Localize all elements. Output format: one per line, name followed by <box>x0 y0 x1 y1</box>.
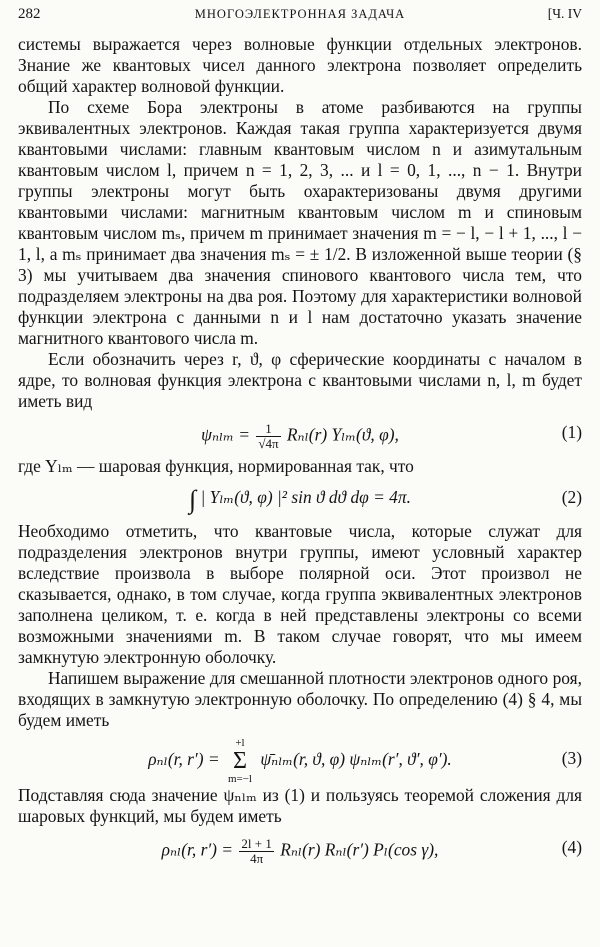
eq1-fraction <box>256 422 280 451</box>
eq4-rhs: Rₙₗ(r) Rₙₗ(r′) Pₗ(cos γ), <box>280 839 439 860</box>
eq1-denominator: √4π <box>258 436 279 451</box>
eq2-body: | Yₗₘ(ϑ, φ) |² sin ϑ dϑ dφ = 4π. <box>200 487 411 507</box>
summation <box>228 737 252 785</box>
paragraph-4: где Yₗₘ — шаровая функция, нормированная так, что <box>18 456 414 476</box>
eq2-number: (2) <box>561 487 582 507</box>
paragraph-3: Если обозначить через r, ϑ, φ сферические координаты с началом в ядре, то волновая функция электрона с квантовыми числами n, l, m будет иметь вид <box>18 349 582 411</box>
paragraph-5: Необходимо отметить, что квантовые числа, которые служат для подразделения электронов внутри группы, имеют условный характер вследствие произвола в выборе полярной оси. Этот произвол не сказывается, однако, в том случае, когда группа эквивалентных электронов заполнена целиком, т. е. когда в ней представлены электроны со всеми возможными значениями m. В таком случае говорят, что мы имеем замкнутую электронную оболочку. <box>18 521 582 667</box>
page-number: 282 <box>18 6 41 22</box>
eq1-numerator: 1 <box>256 422 280 437</box>
running-title: МНОГОЭЛЕКТРОННАЯ ЗАДАЧА <box>194 7 406 21</box>
paragraph-2: По схеме Бора электроны в атоме разбиваются на группы эквивалентных электронов. Каждая такая группа характеризуется двумя квантовыми числами: главным квантовым числом n и азимутальным квантовым числом l, причем n = 1, 2, 3, ... и l = 0, 1, ..., n − 1. Внутри группы электроны могут быть охарактеризованы двумя другими квантовыми числами: магнитным квантовым числом m и спиновым квантовым числом mₛ, причем m принимает значения m = − l, − l + 1, ..., l − 1, l, а mₛ принимает два значения mₛ = ± 1/2. В изложенной выше теории (§ 3) мы учитываем два значения спинового квантового числа тем, что подразделяем электроны на два роя. Поэтому для характеристики волновой функции электрона с данными n и l нам достаточно указать значение магнитного квантового числа m. <box>18 97 582 348</box>
paragraph-6: Напишем выражение для смешанной плотности электронов одного роя, входящих в замкнутую электронную оболочку. По определению (4) § 4, мы будем иметь <box>18 668 582 730</box>
eq4-lhs: ρₙₗ(r, r′) = <box>161 839 234 860</box>
chapter-label: [Ч. IV <box>547 6 582 21</box>
integral-sign: ∫ <box>189 485 197 514</box>
sum-upper-limit: +l <box>235 737 245 749</box>
eq3-number: (3) <box>561 748 582 768</box>
sum-lower-limit: m=−l <box>227 773 252 785</box>
equation-2 <box>18 477 582 521</box>
paragraph-7: Подставляя сюда значение ψₙₗₘ из (1) и пользуясь теоремой сложения для шаровых функций, мы будем иметь <box>18 785 582 826</box>
page-body <box>18 34 582 871</box>
eq4-denominator: 4π <box>250 851 264 866</box>
eq1-lhs: ψₙₗₘ = <box>201 424 250 445</box>
eq1-rhs: Rₙₗ(r) Yₗₘ(ϑ, φ), <box>286 424 399 445</box>
eq3-rhs: ψ̄ₙₗₘ(r, ϑ, φ) ψₙₗₘ(r′, ϑ′, φ′). <box>260 749 452 769</box>
sum-sign: Σ <box>232 748 247 774</box>
equation-4 <box>18 827 582 871</box>
eq4-fraction <box>239 837 273 866</box>
paragraph-1: системы выражается через волновые функции отдельных электронов. Знание же квантовых чисел данного электрона позволяет определить общий характер волновой функции. <box>18 34 582 96</box>
eq4-numerator: 2l + 1 <box>241 836 272 851</box>
equation-3 <box>18 731 582 785</box>
equation-1 <box>18 412 582 456</box>
eq4-number: (4) <box>561 837 582 857</box>
page-header <box>18 6 582 28</box>
eq1-number: (1) <box>561 422 582 442</box>
eq3-lhs: ρₙₗ(r, r′) = <box>148 749 220 769</box>
